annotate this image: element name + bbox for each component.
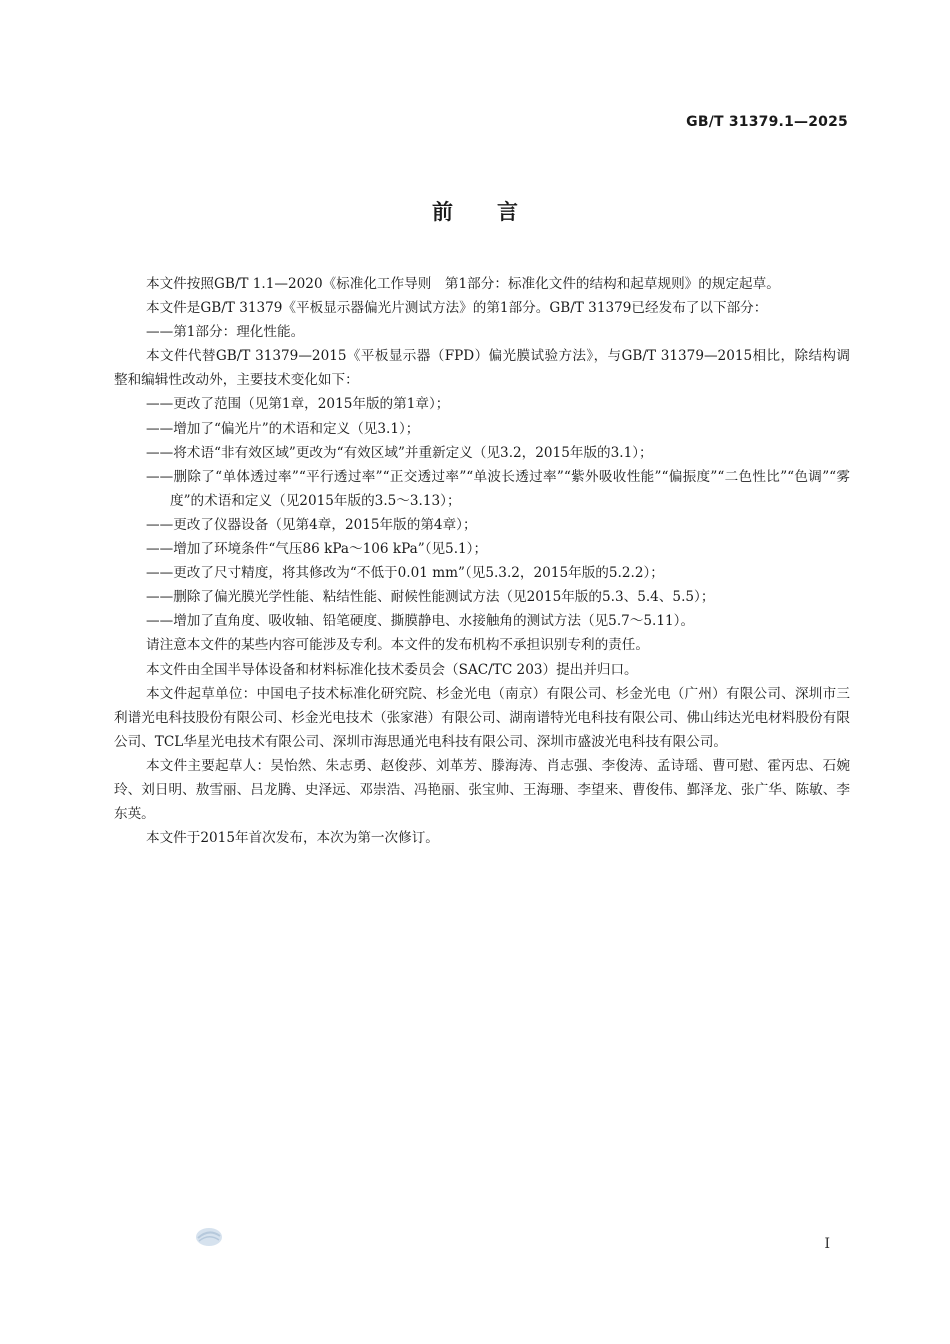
list-item: ——删除了偏光膜光学性能、粘结性能、耐候性能测试方法（见2015年版的5.3、5.4、5.5）； — [146, 589, 715, 606]
page-number: I — [824, 1236, 830, 1252]
list-item: ——将术语“非有效区域”更改为“有效区域”并重新定义（见3.2，2015年版的3.1）； — [146, 444, 653, 461]
paragraph: 本文件是GB/T 31379《平板显示器偏光片测试方法》的第1部分。GB/T 31379已经发布了以下部分： — [146, 300, 768, 317]
paragraph: 本文件起草单位：中国电子技术标准化研究院、杉金光电（南京）有限公司、杉金光电（广州）有限公司、深圳市三利谱光电科技股份有限公司、杉金光电技术（张家港）有限公司、湖南谱特光电科技有限公司、佛山纬达光电材料股份有限公司、TCL华星光电技术有限公司、深圳市海思通光电科技有限公司、深圳市盛波光电科技有限公司。 — [114, 685, 850, 750]
list-item: ——更改了范围（见第1章，2015年版的第1章）； — [146, 396, 450, 413]
paragraph: 请注意本文件的某些内容可能涉及专利。本文件的发布机构不承担识别专利的责任。 — [146, 637, 649, 654]
standard-code: GB/T 31379.1—2025 — [686, 114, 848, 130]
paragraph: 本文件于2015年首次发布，本次为第一次修订。 — [146, 830, 439, 847]
list-item: ——增加了环境条件“气压86 kPa～106 kPa”（见5.1）； — [146, 541, 488, 558]
foreword-body — [114, 272, 850, 850]
list-item: ——增加了“偏光片”的术语和定义（见3.1）； — [146, 420, 420, 437]
list-item: ——更改了仪器设备（见第4章，2015年版的第4章）； — [146, 516, 477, 533]
paragraph: 本文件代替GB/T 31379—2015《平板显示器（FPD）偏光膜试验方法》，与GB/T 31379—2015相比，除结构调整和编辑性改动外，主要技术变化如下： — [114, 348, 850, 389]
paragraph: 本文件按照GB/T 1.1—2020《标准化工作导则 第1部分：标准化文件的结构和起草规则》的规定起草。 — [146, 276, 780, 292]
sac-logo-icon — [194, 1226, 224, 1248]
page-title: 前言 — [432, 200, 562, 224]
list-item: ——删除了“单体透过率”“平行透过率”“正交透过率”“单波长透过率”“紫外吸收性能”“偏振度”“二色性比”“色调”“雾度”的术语和定义（见2015年版的3.5～3.13）； — [146, 468, 850, 509]
list-item: ——第1部分：理化性能。 — [146, 324, 305, 341]
list-item: ——更改了尺寸精度，将其修改为“不低于0.01 mm”（见5.3.2，2015年版的5.2.2）； — [146, 565, 664, 582]
paragraph: 本文件主要起草人：吴怡然、朱志勇、赵俊莎、刘革芳、滕海涛、肖志强、李俊涛、孟诗瑶、曹可慰、霍丙忠、石婉玲、刘日明、敖雪丽、吕龙腾、史泽远、邓崇浩、冯艳丽、张宝帅、王海珊、李望来、曹俊伟、鄞泽龙、张广华、陈敏、李东英。 — [114, 757, 850, 823]
paragraph: 本文件由全国半导体设备和材料标准化技术委员会（SAC/TC 203）提出并归口。 — [146, 661, 638, 678]
list-item: ——增加了直角度、吸收轴、铅笔硬度、撕膜静电、水接触角的测试方法（见5.7～5.11）。 — [146, 613, 695, 630]
